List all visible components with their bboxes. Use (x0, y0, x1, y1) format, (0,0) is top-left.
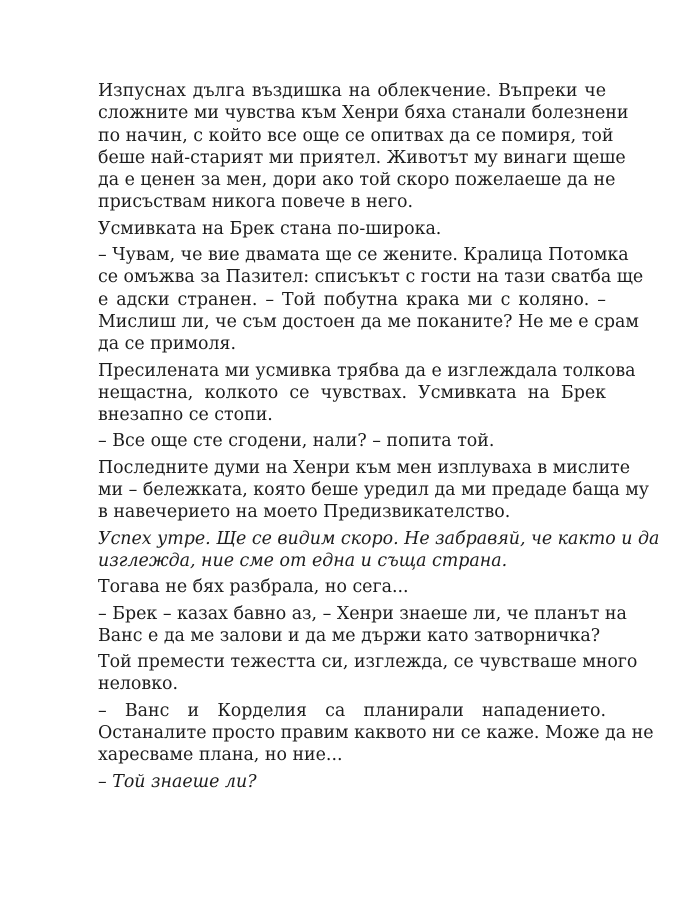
text-line: да се примоля. (98, 334, 237, 355)
text-line: Успех утре. Ще се видим скоро. Не забравяй, че както и да (98, 528, 660, 549)
text-line: в навечерието на моето Предизвикателство. (98, 502, 511, 523)
text-line: – Все още сте сгодени, нали? – попита той. (98, 431, 495, 452)
text-line: Изпуснах дълга въздишка на облекчение. Въпреки че (98, 81, 606, 101)
text-line: сложните ми чувства към Хенри бяха станали болезнени (98, 103, 629, 124)
text-line: се омъжва за Пазител: списъкът с гости на тази сватба ще (98, 267, 644, 288)
text-line: Ванс е да ме залови и да ме държи като затворничка? (98, 625, 601, 646)
paragraph (98, 430, 606, 452)
text-line: Усмивката на Брек стана по-широка. (98, 218, 442, 239)
paragraph (98, 603, 627, 648)
text-line: Мислиш ли, че съм достоен да ме поканите? Не ме е срам (98, 311, 639, 332)
text-line: Той премести тежестта си, изглежда, се чувстваше много (98, 652, 638, 673)
text-line: беше най-старият ми приятел. Животът му винаги щеше (98, 147, 626, 168)
paragraph-italic (98, 528, 660, 573)
paragraph-italic (98, 771, 606, 793)
text-line: – Брек – казах бавно аз, – Хенри знаеше ли, че планът на (98, 603, 627, 624)
text-line: внезапно се стопи. (98, 405, 273, 426)
paragraph (98, 80, 629, 214)
paragraph (98, 576, 606, 598)
text-line: по начин, с който все още се опитвах да се помиря, той (98, 125, 614, 146)
paragraph (98, 218, 606, 240)
text-line: да е ценен за мен, дори ако той скоро пожелаеше да не (98, 170, 616, 191)
text-line: изглежда, ние сме от една и съща страна. (98, 550, 508, 571)
text-line: Тогава не бях разбрала, но сега... (98, 577, 409, 598)
text-line: неловко. (98, 674, 179, 695)
text-line: Последните думи на Хенри към мен изплуваха в мислите (98, 457, 631, 478)
text-line: присъствам никога повече в него. (98, 192, 413, 213)
text-line: нещастна, колкото се чувствах. Усмивката на Брек (98, 382, 606, 403)
text-line: е адски странен. – Той побутна крака ми с коляно. – (98, 289, 606, 310)
text-line: – Чувам, че вие двамата ще се жените. Кралица Потомка (98, 245, 629, 266)
paragraph (98, 244, 644, 355)
paragraph (98, 457, 649, 524)
paragraph (98, 651, 638, 696)
paragraph (98, 360, 636, 427)
text-line: – Ванс и Корделия са планирали нападението. (98, 700, 606, 721)
text-line: ми – бележката, която беше уредил да ми предаде баща му (98, 480, 649, 501)
paragraph (98, 700, 654, 767)
text-line: Останалите просто правим каквото ни се каже. Може да не (98, 723, 654, 744)
text-line: Пресилената ми усмивка трябва да е изглеждала толкова (98, 360, 636, 381)
text-line: харесваме плана, но ние... (98, 745, 343, 766)
text-line: – Той знаеше ли? (98, 771, 257, 792)
